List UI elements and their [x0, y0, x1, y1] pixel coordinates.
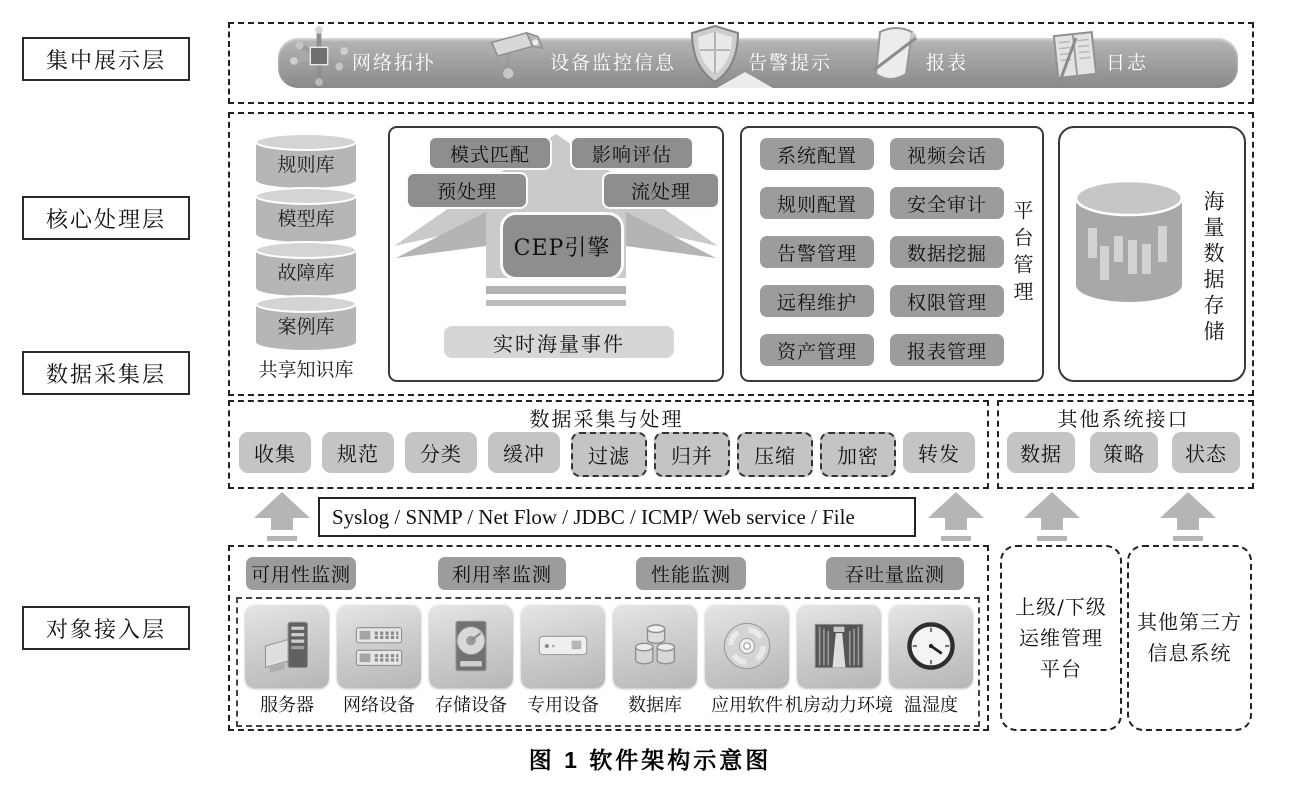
- ext-line: 运维管理: [1019, 625, 1103, 650]
- cylinder-case-base: [254, 295, 358, 351]
- up-arrow-icon: [1024, 492, 1080, 544]
- bar-item-alarm-alert: 告警提示: [748, 52, 833, 74]
- cep-stripe: [486, 286, 626, 294]
- platform-button: 安全审计: [890, 187, 1004, 219]
- collection-title: 数据采集与处理: [529, 407, 684, 431]
- encrypt-button: 加密: [820, 432, 896, 477]
- figure-caption: 图 1 软件架构示意图: [528, 747, 772, 773]
- server-icon: [245, 604, 329, 688]
- cylinder-model-base: [254, 187, 358, 243]
- up-arrow-icon: [1160, 492, 1216, 544]
- platform-side-label: 平台管理: [1010, 200, 1034, 308]
- merge-button: 归并: [654, 432, 730, 477]
- collect-button: 收集: [239, 432, 311, 473]
- surveillance-camera-icon: [488, 26, 546, 86]
- platform-button: 规则配置: [760, 187, 874, 219]
- cylinder-label: 模型库: [277, 208, 335, 230]
- storage-cylinder-icon: [1074, 180, 1184, 310]
- device-label: 服务器: [260, 695, 314, 716]
- device-label: 数据库: [628, 695, 682, 716]
- device-label: 网络设备: [343, 695, 415, 716]
- platform-button: 告警管理: [760, 236, 874, 268]
- realtime-events-bar: 实时海量事件: [444, 326, 674, 358]
- device-label: 机房动力环境: [785, 695, 893, 716]
- cep-box: [388, 126, 724, 382]
- platform-button: 资产管理: [760, 334, 874, 366]
- platform-box: [740, 126, 1044, 382]
- buffer-button: 缓冲: [488, 432, 560, 473]
- ext-line: 平台: [1040, 656, 1082, 681]
- platform-button: 视频会话: [890, 138, 1004, 170]
- interface-data-button: 数据: [1007, 432, 1075, 473]
- report-scroll-icon: [866, 26, 924, 86]
- ext-line: 其他第三方: [1137, 610, 1242, 634]
- cylinder-label: 故障库: [277, 262, 335, 284]
- normalize-button: 规范: [322, 432, 394, 473]
- cylinder-label: 规则库: [277, 154, 335, 176]
- device-label: 专用设备: [527, 695, 599, 716]
- preprocess-button: 预处理: [406, 172, 528, 209]
- hard-disk-icon: [429, 604, 513, 688]
- layer-label-core: 核心处理层: [22, 196, 190, 240]
- interfaces-title: 其他系统接口: [1057, 407, 1190, 431]
- bar-item-device-monitoring: 设备监控信息: [550, 52, 677, 74]
- cep-engine-button: CEP引擎: [500, 212, 624, 280]
- classify-button: 分类: [405, 432, 477, 473]
- storage-side-label: 海量数据存储: [1201, 190, 1225, 346]
- throughput-monitor-button: 吞吐量监测: [826, 557, 964, 590]
- layer-label-access: 对象接入层: [22, 606, 190, 650]
- database-icon: [613, 604, 697, 688]
- storage-box: [1058, 126, 1246, 382]
- dedicated-device-icon: [521, 604, 605, 688]
- thirdparty-systems-box: [1127, 545, 1252, 731]
- forward-button: 转发: [903, 432, 975, 473]
- upper-lower-platform-box: [1000, 545, 1122, 731]
- layer-label-display: 集中展示层: [22, 37, 190, 81]
- knowledge-base-caption: 共享知识库: [258, 359, 354, 381]
- interface-status-button: 状态: [1172, 432, 1240, 473]
- server-room-icon: [797, 604, 881, 688]
- pattern-matching-button: 模式匹配: [428, 136, 552, 170]
- stream-process-button: 流处理: [602, 172, 720, 209]
- layer-label-collection: 数据采集层: [22, 351, 190, 395]
- device-label: 存储设备: [435, 695, 507, 716]
- platform-button: 数据挖掘: [890, 236, 1004, 268]
- bar-item-reports: 报表: [926, 52, 969, 74]
- bar-item-logs: 日志: [1106, 52, 1149, 74]
- ext-line: 上级/下级: [1015, 594, 1107, 619]
- alarm-shield-icon: [688, 24, 746, 84]
- network-switch-icon: [337, 604, 421, 688]
- compress-button: 压缩: [737, 432, 813, 477]
- cylinder-label: 案例库: [277, 316, 335, 338]
- platform-button: 远程维护: [760, 285, 874, 317]
- cep-stripe: [486, 300, 626, 306]
- availability-monitor-button: 可用性监测: [246, 557, 356, 590]
- cylinder-fault-base: [254, 241, 358, 297]
- network-topology-icon: [290, 26, 348, 86]
- protocol-bar: Syslog / SNMP / Net Flow / JDBC / ICMP/ Web service / File: [318, 497, 916, 537]
- ext-line: 信息系统: [1147, 641, 1232, 665]
- cd-disc-icon: [705, 604, 789, 688]
- utilization-monitor-button: 利用率监测: [438, 557, 566, 590]
- log-book-icon: [1046, 26, 1104, 86]
- impact-assessment-button: 影响评估: [570, 136, 694, 170]
- platform-button: 权限管理: [890, 285, 1004, 317]
- bar-item-network-topology: 网络拓扑: [352, 52, 437, 74]
- interface-policy-button: 策略: [1090, 432, 1158, 473]
- gauge-clock-icon: [889, 604, 973, 688]
- up-arrow-icon: [254, 492, 310, 544]
- platform-button: 报表管理: [890, 334, 1004, 366]
- cylinder-rule-base: [254, 133, 358, 189]
- device-label: 温湿度: [904, 695, 958, 716]
- performance-monitor-button: 性能监测: [636, 557, 746, 590]
- platform-button: 系统配置: [760, 138, 874, 170]
- device-label: 应用软件: [711, 695, 783, 716]
- filter-button: 过滤: [571, 432, 647, 477]
- up-arrow-icon: [928, 492, 984, 544]
